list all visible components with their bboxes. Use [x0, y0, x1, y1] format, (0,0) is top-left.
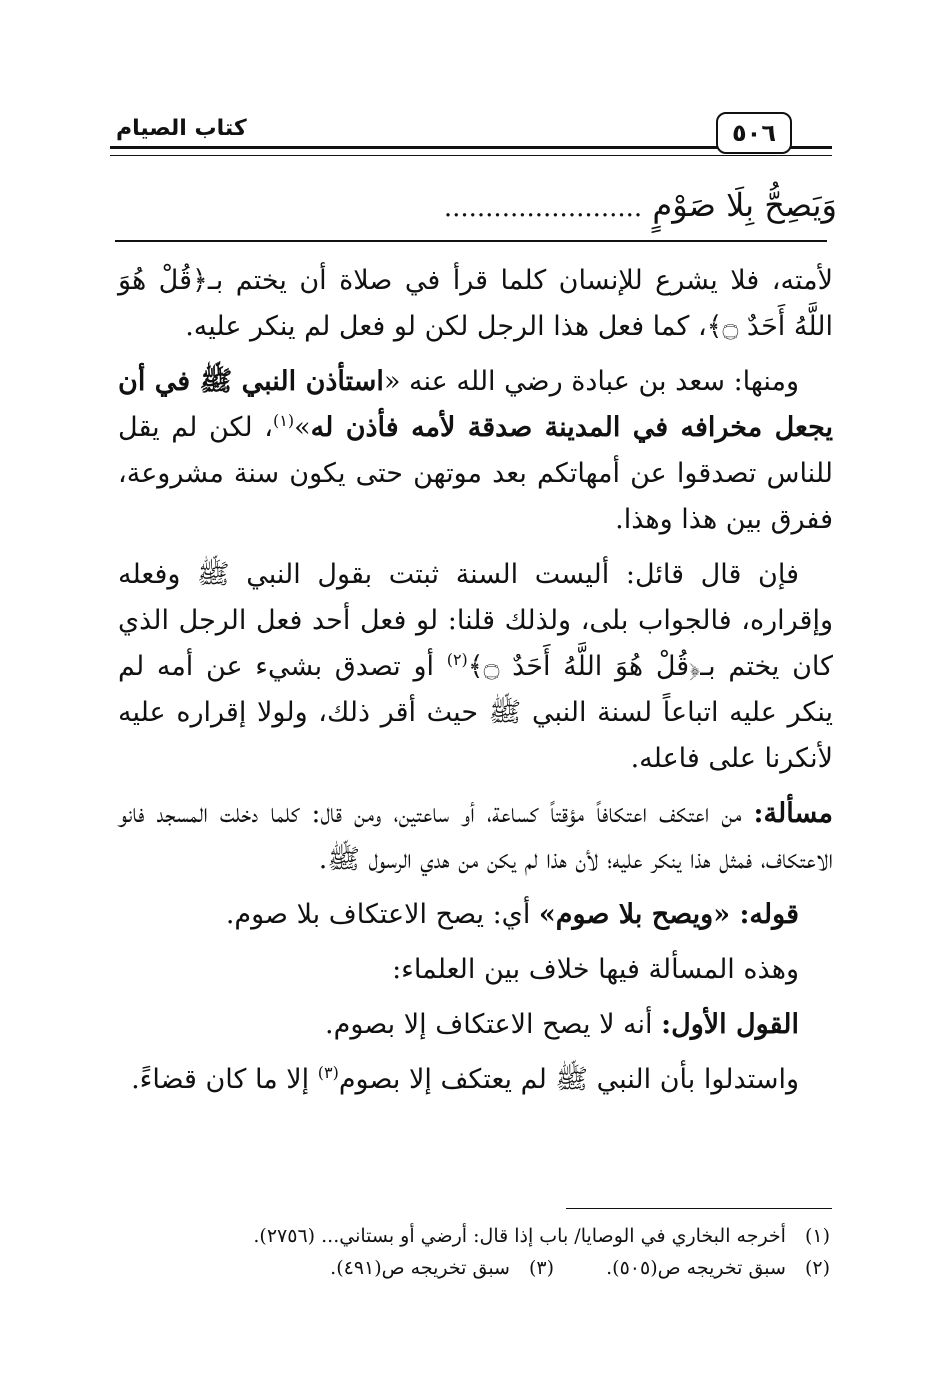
- paragraph-5: [118, 892, 833, 938]
- footnote-number: (٣): [528, 1257, 555, 1279]
- footnote-row-2: [118, 1252, 830, 1284]
- paragraph-part1: فإن قال قائل: أليست السنة ثبتت بقول النبي ﷺ وفعله وإقراره، فالجواب بلى، ولذلك قلنا: لو فعل أحد فعل الرجل الذي كان يختم بـ﴿قُلْ هُوَ اللَّهُ أَحَدٌ ۝﴾: [118, 559, 833, 682]
- paragraph-part2: إلا ما كان قضاءً.: [131, 1064, 318, 1095]
- paragraph-text: وهذه المسألة فيها خلاف بين العلماء:: [392, 954, 799, 985]
- paragraph-part1: واستدلوا بأن النبي ﷺ لم يعتكف إلا بصوم: [338, 1064, 799, 1095]
- hadith-quote: استأذن النبي ﷺ في أن يجعل مخرافه في المدينة صدقة لأمه فأذن له: [118, 366, 834, 443]
- issue-label: مسألة:: [753, 798, 833, 829]
- footnote-1: [118, 1220, 830, 1252]
- paragraph-rest: ، لكن لم يقل للناس تصدقوا عن أمهاتكم بعد موتهن حتى يكون سنة مشروعة، ففرق بين هذا وهذا.: [118, 412, 833, 535]
- matn-rule: [115, 240, 827, 242]
- footnote-number: (١): [804, 1225, 830, 1247]
- paragraph-text: أي: يصح الاعتكاف بلا صوم.: [225, 899, 539, 930]
- paragraph-6: [118, 947, 833, 993]
- paragraph-text: من اعتكف اعتكافاً مؤقتاً كساعة، أو ساعتين، ومن قال: كلما دخلت المسجد فانو الاعتكاف، فمثل هذا ينكر عليه؛ لأن هذا لم يكن من هدي الرسول ﷺ.: [118, 798, 833, 875]
- paragraph-part2: أو تصدق بشيء عن أمه لم ينكر عليه اتباعاً لسنة النبي ﷺ حيث أقر ذلك، ولولا إقراره عليه لأنكرنا على فاعله.: [118, 651, 833, 774]
- footnote-separator: [566, 1208, 832, 1209]
- paragraph-1: [118, 258, 833, 350]
- matn-dots: ........................: [443, 193, 643, 223]
- body-text: [118, 258, 833, 1112]
- quote-close: »: [294, 412, 311, 443]
- paragraph-7: [118, 1002, 833, 1048]
- matn-quote-label: قوله: «ويصح بلا صوم»: [538, 899, 799, 930]
- paragraph-4: [118, 791, 833, 883]
- matn-text: وَيَصِحُّ بِلَا صَوْمٍ: [652, 186, 837, 224]
- footnotes: [118, 1220, 830, 1284]
- paragraph-8: [118, 1057, 833, 1103]
- paragraph-text: لأمته، فلا يشرع للإنسان كلما قرأ في صلاة أن يختم بـ﴿قُلْ هُوَ اللَّهُ أَحَدٌ ۝﴾، كما فعل هذا الرجل لكن لو فعل لم ينكر عليه.: [118, 265, 833, 342]
- page-number: ٥٠٦: [716, 112, 792, 154]
- footnote-text: سبق تخريجه ص(٤٩١).: [330, 1257, 510, 1279]
- matn-line: [115, 180, 837, 233]
- footnote-ref-1: (١): [272, 411, 295, 430]
- paragraph-2: [118, 359, 833, 543]
- paragraph-3: [118, 552, 833, 782]
- paragraph-text: أنه لا يصح الاعتكاف إلا بصوم.: [325, 1009, 662, 1040]
- first-opinion-label: القول الأول:: [661, 1009, 799, 1040]
- footnote-ref-2: (٢): [446, 650, 468, 669]
- footnote-text: أخرجه البخاري في الوصايا/ باب إذا قال: أرضي أو بستاني... (٢٧٥٦).: [253, 1225, 786, 1247]
- page-header: [110, 112, 832, 154]
- book-title: كتاب الصيام: [110, 114, 253, 144]
- footnote-ref-3: (٣): [317, 1063, 339, 1082]
- paragraph-lead: ومنها: سعد بن عبادة رضي الله عنه «: [383, 366, 799, 397]
- footnote-number: (٢): [804, 1257, 830, 1279]
- footnote-text: سبق تخريجه ص(٥٠٥).: [606, 1257, 786, 1279]
